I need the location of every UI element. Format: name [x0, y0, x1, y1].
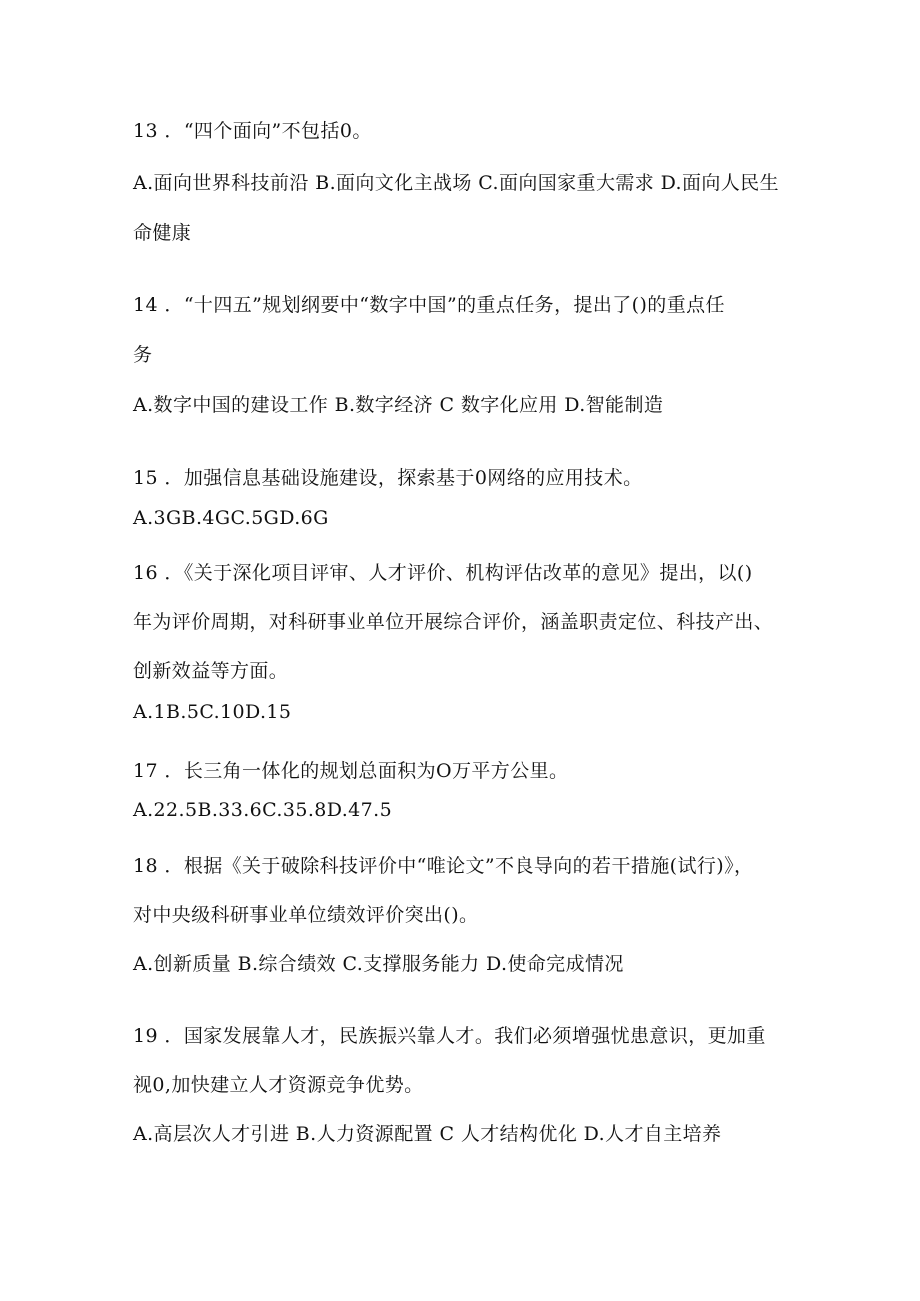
question-17-stem-line-1: 17 ．长三角一体化的规划总面积为O万平方公里。	[133, 760, 569, 782]
question-19-stem-line-2: 视0,加快建立人才资源竞争优势。	[133, 1074, 424, 1096]
question-15-stem-line-1: 15 ．加强信息基础设施建设，探索基于0网络的应用技术。	[133, 467, 643, 489]
question-14-stem-line-1: 14 ．“十四五”规划纲要中“数字中国”的重点任务，提出了()的重点任	[133, 294, 725, 316]
question-15-options-line-1: A.3GB.4GC.5GD.6G	[133, 507, 329, 529]
question-18-options-line-1: A.创新质量 B.综合绩效 C.支撑服务能力 D.使命完成情况	[133, 953, 624, 975]
question-19-options-line-1: A.高层次人才引进 B.人力资源配置 C 人才结构优化 D.人才自主培养	[133, 1123, 722, 1145]
question-13-options-line-2: 命健康	[133, 222, 192, 244]
question-13-stem-line-1: 13 ．“四个面向”不包括0。	[133, 120, 372, 142]
question-19-stem-line-1: 19 ．国家发展靠人才，民族振兴靠人才。我们必须增强忧患意识，更加重	[133, 1025, 766, 1047]
question-13-options-line-1: A.面向世界科技前沿 B.面向文化主战场 C.面向国家重大需求 D.面向人民生	[133, 172, 779, 194]
question-14-options-line-1: A.数字中国的建设工作 B.数字经济 C 数字化应用 D.智能制造	[133, 394, 664, 416]
question-18-stem-line-1: 18 ．根据《关于破除科技评价中“唯论文”不良导向的若干措施(试行)》，	[133, 855, 754, 877]
question-16-stem-line-1: 16 ．《关于深化项目评审、人才评价、机构评估改革的意见》提出，以()	[133, 562, 753, 584]
question-16-stem-line-3: 创新效益等方面。	[133, 660, 289, 682]
question-17-options-line-1: A.22.5B.33.6C.35.8D.47.5	[133, 799, 393, 821]
question-16-stem-line-2: 年为评价周期，对科研事业单位开展综合评价，涵盖职责定位、科技产出、	[133, 611, 774, 633]
question-18-stem-line-2: 对中央级科研事业单位绩效评价突出()。	[133, 904, 479, 926]
question-14-stem-line-2: 务	[133, 344, 153, 366]
question-16-options-line-1: A.1B.5C.10D.15	[133, 701, 292, 723]
